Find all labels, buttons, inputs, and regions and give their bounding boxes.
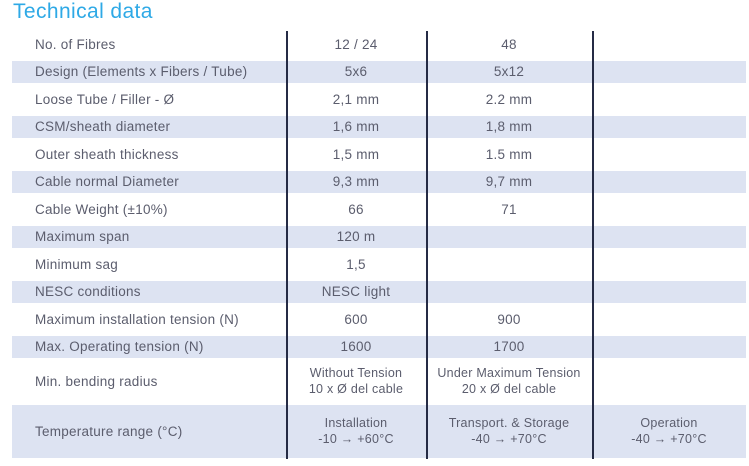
row-value-col2: 9,7 mm — [485, 174, 533, 189]
value-line: Operation — [640, 415, 698, 430]
value-line: Under Maximum Tension — [437, 365, 581, 380]
column-divider-line — [426, 31, 428, 459]
row-label: Outer sheath thickness — [35, 146, 179, 162]
row-label: Minimum sag — [35, 256, 119, 272]
row-value-col1: 9,3 mm — [332, 174, 380, 189]
table-row — [12, 253, 746, 275]
row-value-col2: 1.5 mm — [485, 146, 533, 162]
row-value-col2: 1,8 mm — [485, 119, 533, 134]
row-value-col2 — [426, 415, 592, 448]
value-line: 20 x Ø del cable — [461, 382, 557, 396]
row-value-col2: 900 — [497, 311, 521, 327]
row-label: CSM/sheath diameter — [35, 119, 171, 134]
row-value-col2: 1700 — [493, 339, 525, 354]
table-row — [12, 226, 746, 248]
table-row — [12, 363, 746, 399]
table-row — [12, 116, 746, 138]
row-value-col1 — [286, 415, 426, 448]
column-divider-line — [592, 31, 594, 459]
row-value-col1: 12 / 24 — [334, 36, 378, 52]
row-label: No. of Fibres — [35, 36, 116, 52]
table-row — [12, 88, 746, 110]
row-value-col1: 66 — [348, 201, 364, 217]
row-value-col2: 2.2 mm — [485, 91, 533, 107]
table-row — [12, 308, 746, 330]
value-line: -10 → +60°C — [318, 432, 394, 446]
row-value-col1: 120 m — [336, 229, 376, 244]
row-value-col1: 1600 — [340, 339, 372, 354]
row-value-col1: 1,6 mm — [332, 119, 380, 134]
value-line: -40 → +70°C — [471, 432, 547, 446]
row-label: Maximum installation tension (N) — [35, 311, 239, 327]
page-title: Technical data — [13, 0, 153, 23]
row-value-col1: 5x6 — [344, 64, 368, 79]
row-value-col3 — [592, 415, 746, 448]
table-row — [12, 336, 746, 358]
row-value-col2: 48 — [501, 36, 517, 52]
value-line: -40 → +70°C — [631, 432, 707, 446]
row-value-col1: 1,5 — [346, 256, 366, 272]
value-line: Transport. & Storage — [448, 415, 570, 430]
row-label: Min. bending radius — [35, 373, 158, 389]
table-row — [12, 61, 746, 83]
value-line: Without Tension — [309, 365, 403, 380]
row-value-col2 — [426, 365, 592, 398]
row-label: Design (Elements x Fibers / Tube) — [35, 64, 248, 79]
row-label: Cable Weight (±10%) — [35, 201, 168, 217]
row-value-col1: 2,1 mm — [332, 91, 380, 107]
row-label: NESC conditions — [35, 284, 141, 299]
column-divider-line — [286, 31, 288, 459]
row-value-col1 — [286, 365, 426, 398]
row-label: Cable normal Diameter — [35, 174, 180, 189]
row-value-col1: NESC light — [321, 284, 391, 299]
table-row — [12, 33, 746, 55]
row-label: Maximum span — [35, 229, 130, 244]
technical-data-table — [12, 33, 746, 463]
table-row — [12, 171, 746, 193]
row-value-col2: 71 — [501, 201, 517, 217]
row-label: Temperature range (°C) — [35, 423, 183, 439]
table-row — [12, 281, 746, 303]
row-value-col1: 600 — [344, 311, 368, 327]
row-label: Loose Tube / Filler - Ø — [35, 91, 175, 107]
table-row — [12, 405, 746, 458]
table-row — [12, 198, 746, 220]
value-line: 10 x Ø del cable — [308, 382, 404, 396]
row-label: Max. Operating tension (N) — [35, 339, 204, 354]
value-line: Installation — [324, 415, 388, 430]
table-row — [12, 143, 746, 165]
row-value-col2: 5x12 — [493, 64, 525, 79]
row-value-col1: 1,5 mm — [332, 146, 380, 162]
